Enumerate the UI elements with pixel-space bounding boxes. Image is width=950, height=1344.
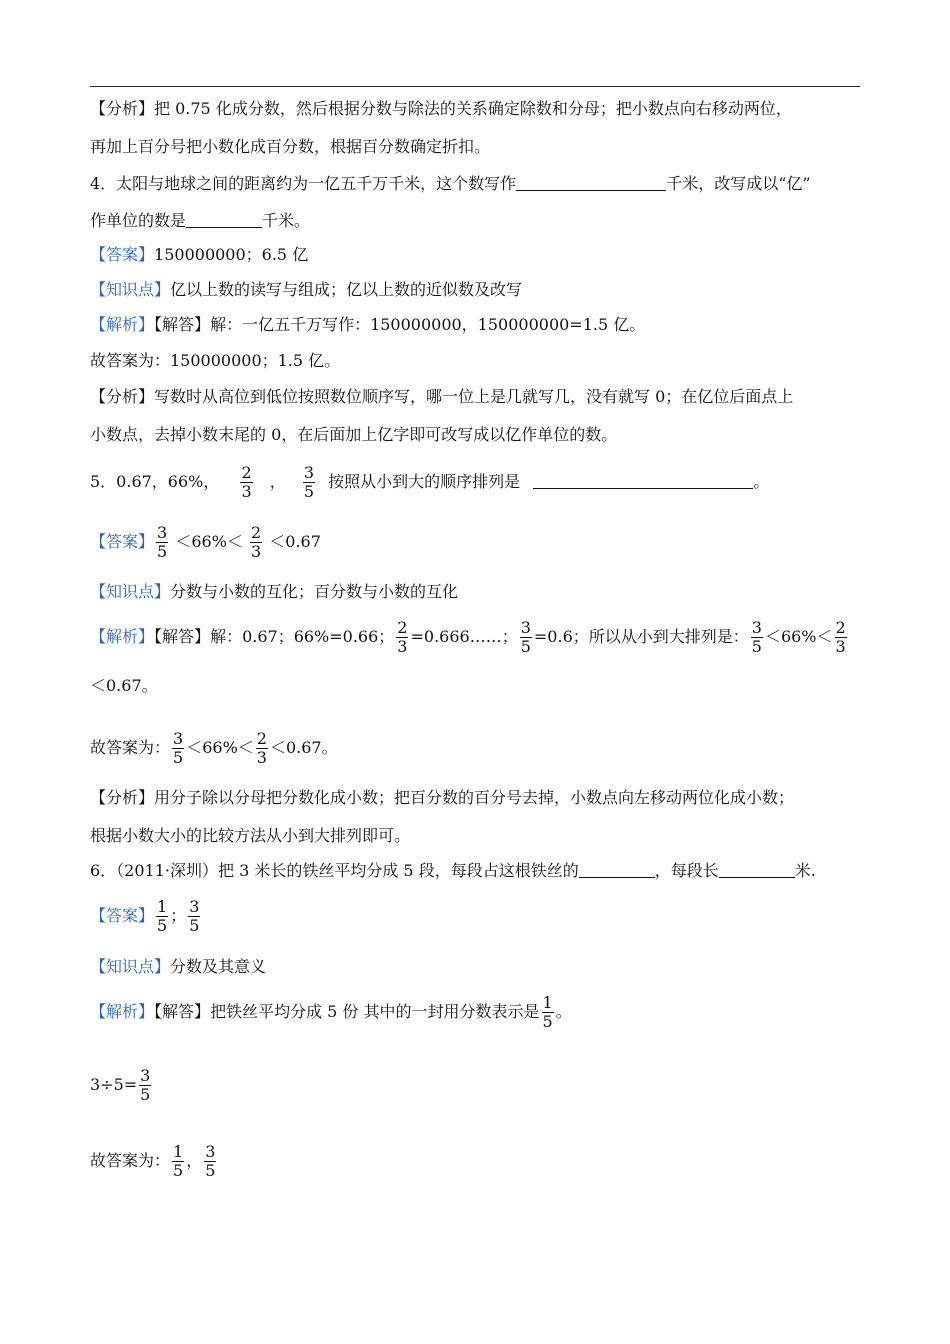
analysis-tag: 【解析】 [90,1002,155,1021]
q6-final: 故答案为： $\frac{1}{5}$ ， $\frac{3}{5}$ [90,1142,216,1180]
q6-analysis: 【解析】【解答】把铁丝平均分成 5 份 其中的一封用分数表示是 $\frac{1}{5}$ 。 [90,993,572,1031]
fraction: $\frac{3}{5}$ [205,1142,216,1180]
q4-final: 故答案为：150000000；1.5 亿。 [90,351,341,370]
fraction: $\frac{2}{3}$ [251,523,262,561]
analysis-tag: 【解析】 [90,315,155,334]
analysis-tag: 【解析】 [90,627,155,646]
answer-tag: 【答案】 [90,906,155,925]
q4-analysis: 【解析】【解答】解：一亿五千万写作：150000000，150000000=1.5 亿。 [90,315,646,334]
fraction: $\frac{3}{5}$ [189,897,200,935]
fraction: $\frac{2}{3}$ [835,618,846,656]
q4-answer: 【答案】150000000；6.5 亿 [90,245,309,264]
q6-answer: 【答案】 $\frac{1}{5}$ ； $\frac{3}{5}$ [90,897,200,935]
q4-stem-line2: 作单位的数是 千米。 [90,211,311,230]
fraction: $\frac{3}{5}$ [157,523,168,561]
fraction: $\frac{3}{5}$ [140,1066,151,1104]
answer-blank [579,862,655,878]
knowledge-tag: 【知识点】 [90,957,171,976]
fraction: $\frac{2}{3}$ [241,463,252,501]
q5-analysis-cont: ＜0.67。 [90,676,158,695]
q5-final: 故答案为： $\frac{3}{5}$ ＜66%＜ $\frac{2}{3}$ ＜0.67。 [90,729,338,767]
answer-blank [186,212,262,228]
fraction: $\frac{1}{5}$ [542,993,553,1031]
q3-fenxi-line1: 【分析】把 0.75 化成分数，然后根据分数与除法的关系确定除数和分母；把小数点向右移动两位， [90,99,792,118]
q4-fenxi-line1: 【分析】写数时从高位到低位按照数位顺序写，哪一位上是几就写几，没有就写 0；在亿位后面点上 [90,387,794,406]
q5-analysis: 【解析】【解答】解：0.67；66%=0.66； $\frac{2}{3}$ =0.666……； $\frac{3}{5}$ =0.6；所以从小到大排列是： $\frac{3}{5}$ ＜66%＜ $\frac{2}{3}$ [90,618,846,656]
knowledge-tag: 【知识点】 [90,582,171,601]
fenxi-tag: 【分析】 [90,99,155,118]
knowledge-tag: 【知识点】 [90,280,171,299]
fraction: $\frac{3}{5}$ [173,729,184,767]
q4-stem-line1: 4．太阳与地球之间的距离约为一亿五千万千米，这个数写作 千米，改写成以“亿” [90,174,811,193]
fraction: $\frac{2}{3}$ [397,618,408,656]
q6-knowledge: 【知识点】分数及其意义 [90,957,267,976]
q4-fenxi-line2: 小数点，去掉小数末尾的 0，在后面加上亿字即可改写成以亿作单位的数。 [90,425,618,444]
answer-blank [533,473,753,489]
fraction: $\frac{3}{5}$ [751,618,762,656]
q5-fenxi-line2: 根据小数大小的比较方法从小到大排列即可。 [90,826,411,845]
header-rule [90,86,860,87]
answer-blank [516,175,666,191]
q4-knowledge: 【知识点】亿以上数的读写与组成；亿以上数的近似数及改写 [90,280,523,299]
q3-fenxi-line2: 再加上百分号把小数化成百分数，根据百分数确定折扣。 [90,137,491,156]
fraction: $\frac{3}{5}$ [520,618,531,656]
q5-knowledge: 【知识点】分数与小数的互化；百分数与小数的互化 [90,582,459,601]
fraction: $\frac{1}{5}$ [157,897,168,935]
q5-answer: 【答案】 $\frac{3}{5}$ ＜66%＜ $\frac{2}{3}$ ＜0.67 [90,523,321,561]
fraction: $\frac{2}{3}$ [256,729,267,767]
answer-tag: 【答案】 [90,532,155,551]
q6-stem: 6．（2011·深圳）把 3 米长的铁丝平均分成 5 段，每段占这根铁丝的 ，每段长 米. [90,861,816,880]
fraction: $\frac{3}{5}$ [303,463,315,501]
q5-fenxi-line1: 【分析】用分子除以分母把分数化成小数；把百分数的百分号去掉，小数点向左移动两位化成小数； [90,788,795,807]
answer-tag: 【答案】 [90,245,155,264]
answer-blank [719,862,795,878]
q5-stem: 5．0.67，66%， $\frac{2}{3}$ ， $\frac{3}{5}$ 按照从小到大的顺序排列是 。 [90,463,770,501]
fraction: $\frac{1}{5}$ [173,1142,184,1180]
q6-calc: 3÷5= $\frac{3}{5}$ [90,1066,151,1104]
